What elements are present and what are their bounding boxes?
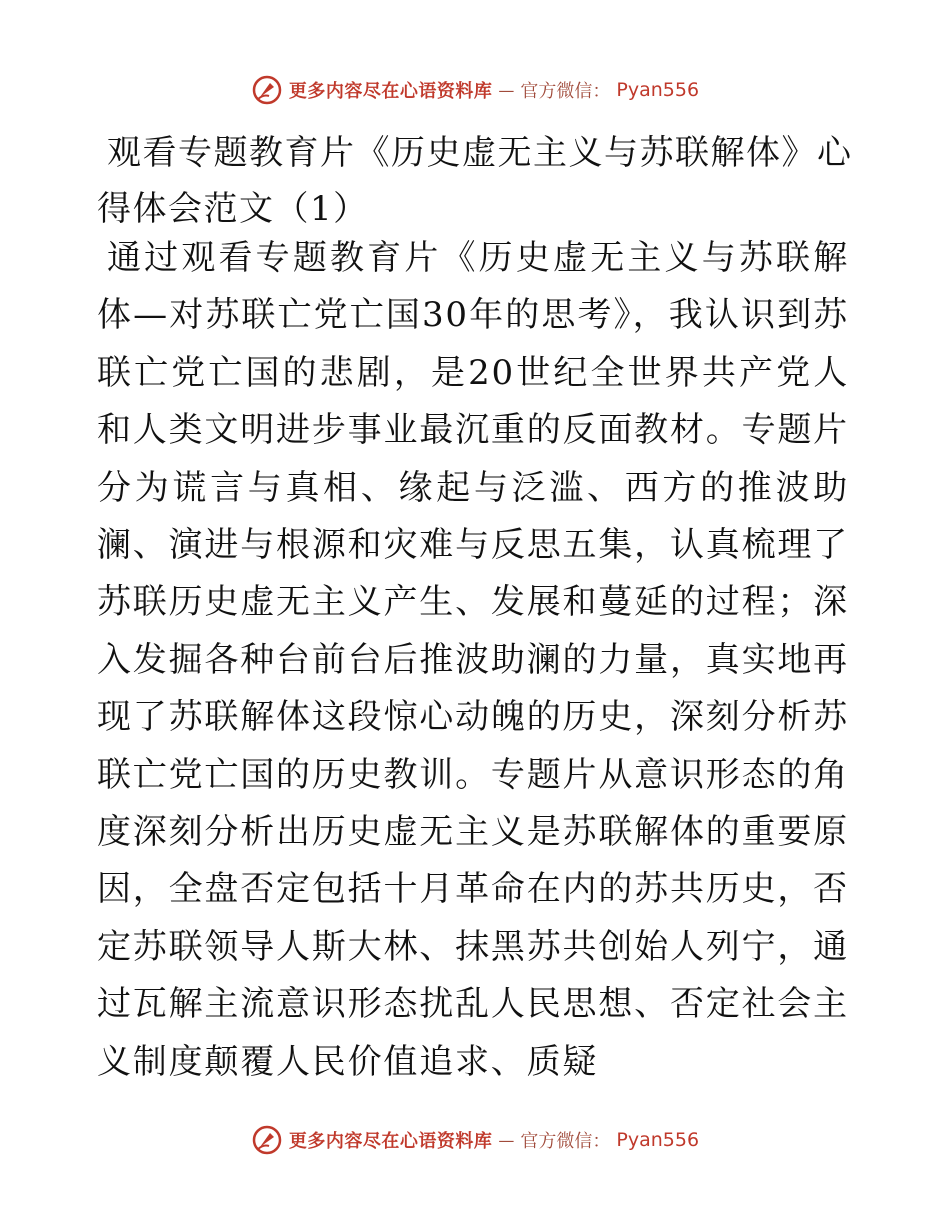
banner-separator: —: [498, 1130, 515, 1150]
pen-nib-logo-icon: [251, 1124, 283, 1156]
banner-site-text: 更多内容尽在心语资料库: [288, 81, 493, 102]
banner-wechat-label: 官方微信：: [520, 1131, 611, 1152]
bottom-watermark-banner: [0, 1120, 950, 1160]
pen-nib-logo-icon: [251, 74, 283, 106]
banner-separator: —: [498, 80, 515, 100]
top-watermark-banner: [0, 70, 950, 110]
banner-wechat-id: Pyan556: [616, 79, 700, 101]
banner-wechat-id: Pyan556: [616, 1129, 700, 1151]
banner-wechat-label: 官方微信：: [520, 81, 611, 102]
document-title: 观看专题教育片《历史虚无主义与苏联解体》心得体会范文（1）: [97, 133, 853, 229]
banner-site-text: 更多内容尽在心语资料库: [288, 1131, 493, 1152]
document-paragraph: 通过观看专题教育片《历史虚无主义与苏联解体—对苏联亡党亡国30年的思考》，我认识到苏联亡党亡国的悲剧，是20世纪全世界共产党人和人类文明进步事业最沉重的反面教材。专题片分为谎言与真相、缘起与泛滥、西方的推波助澜、演进与根源和灾难与反思五集，认真梳理了苏联历史虚无主义产生、发展和蔓延的过程；深入发掘各种台前台后推波助澜的力量，真实地再现了苏联解体这段惊心动魄的历史，深刻分析苏联亡党亡国的历史教训。专题片从意识形态的角度深刻分析出历史虚无主义是苏联解体的重要原因，全盘否定包括十月革命在内的苏共历史，否定苏联领导人斯大林、抹黑苏共创始人列宁，通过瓦解主流意识形态扰乱人民思想、否定社会主义制度颠覆人民价值追求、质疑: [97, 238, 849, 1082]
